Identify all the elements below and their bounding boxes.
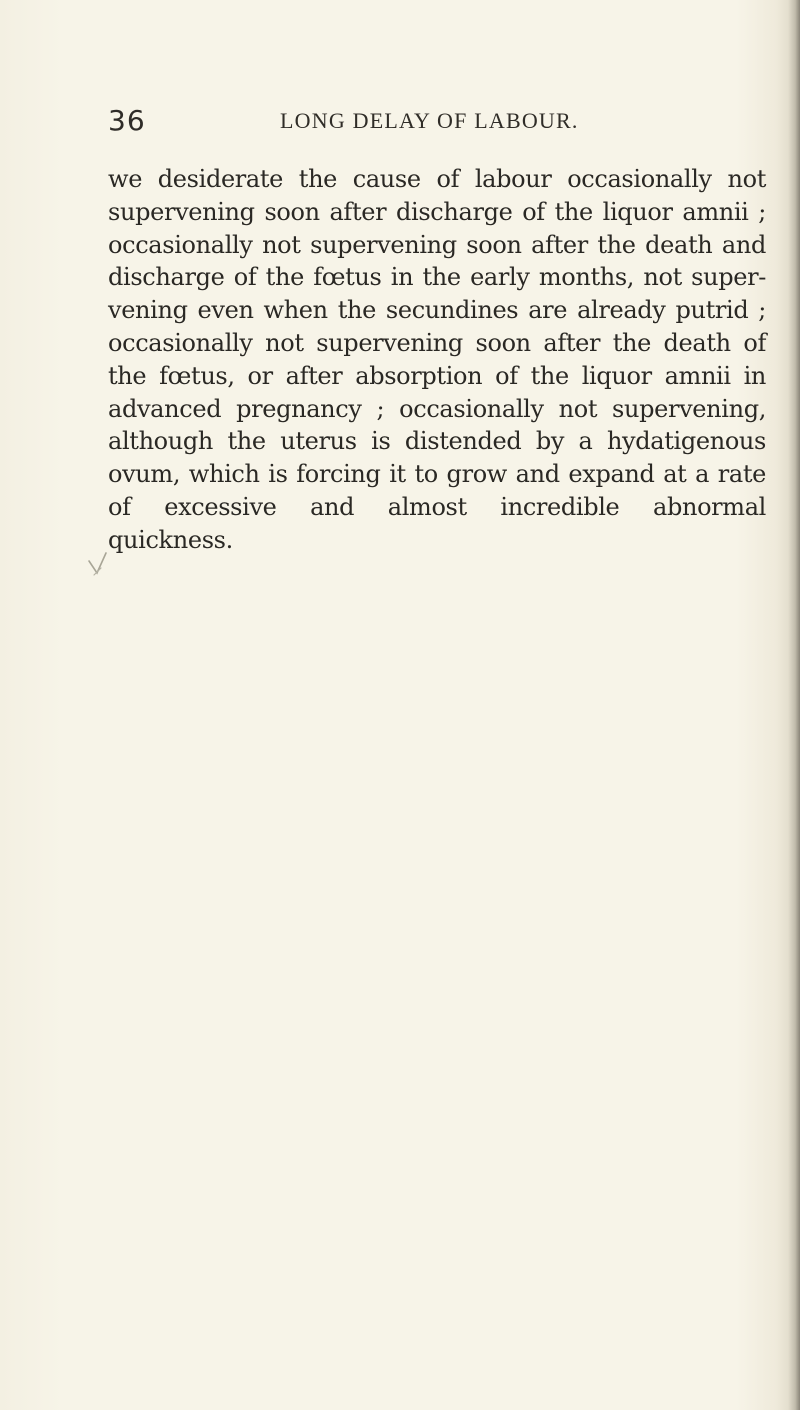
running-title: LONG DELAY OF LABOUR. — [280, 108, 579, 133]
running-head — [108, 104, 768, 140]
pencil-check-mark — [87, 551, 109, 581]
page-edge-shadow — [788, 0, 800, 1410]
body-paragraph: we desiderate the cause of labour occasionally not supervening soon after discharge of the liquor amnii ; occasionally not supervening soon after the death and discharge of the fœtus in the early months, not super-vening even when the secundines are already putrid ; occasionally not supervening soon after the death of the fœtus, or after absorption of the liquor amnii in advanced pregnancy ; occasionally not supervening, although the uterus is distended by a hydatigenous ovum, which is forcing it to grow and expand at a rate of excessive and almost incredible abnormal quickness. — [108, 165, 766, 554]
page-number: 36 — [108, 104, 146, 137]
